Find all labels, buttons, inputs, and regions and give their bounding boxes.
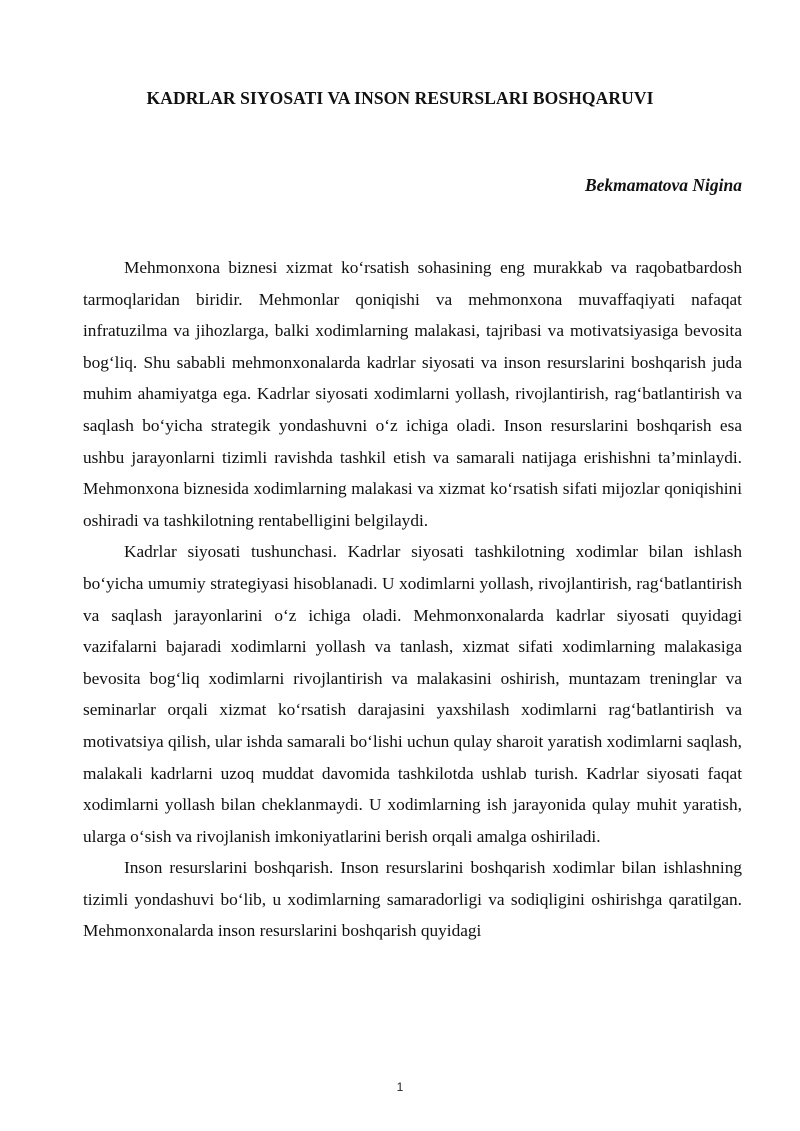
document-body — [83, 252, 742, 947]
page-number: 1 — [396, 1080, 404, 1094]
document-title: KADRLAR SIYOSATI VA INSON RESURSLARI BOSHQARUVI — [146, 88, 654, 108]
paragraph-human-resources: Inson resurslarini boshqarish. Inson resurslarini boshqarish xodimlar bilan ishlashning tizimli yondashuvi bo‘lib, u xodimlarning samaradorligi va sodiqligini oshirishga qaratilgan. Mehmonxonalarda inson resurslarini boshqarish quyidagi — [83, 858, 742, 941]
author-name: Bekmamatova Nigina — [584, 175, 742, 195]
paragraph-personnel-policy: Kadrlar siyosati tushunchasi. Kadrlar siyosati tashkilotning xodimlar bilan ishlash bo‘yicha umumiy strategiyasi hisoblanadi. U xodimlarni yollash, rivojlantirish, rag‘batlantirish va saqlash jarayonlarini o‘z ichiga oladi. Mehmonxonalarda kadrlar siyosati quyidagi vazifalarni bajaradi xodimlarni yollash va tanlash, xizmat sifati xodimlarning malakasiga bevosita bog‘liq xodimlarni rivojlantirish va malakasini oshirish, muntazam treninglar va seminarlar orqali xizmat ko‘rsatish darajasini yaxshilash xodimlarni rag‘batlantirish va motivatsiya qilish, ular ishda samarali bo‘lishi uchun qulay sharoit yaratish xodimlarni saqlash, malakali kadrlarni uzoq muddat davomida tashkilotda ushlab turish. Kadrlar siyosati faqat xodimlarni yollash bilan cheklanmaydi. U xodimlarning ish jarayonida qulay muhit yaratish, ularga o‘sish va rivojlanish imkoniyatlarini berish orqali amalga oshiriladi. — [83, 542, 742, 846]
paragraph-intro: Mehmonxona biznesi xizmat ko‘rsatish sohasining eng murakkab va raqobatbardosh tarmoqlaridan biridir. Mehmonlar qoniqishi va mehmonxona muvaffaqiyati nafaqat infratuzilma va jihozlarga, balki xodimlarning malakasi, tajribasi va motivatsiyasiga bevosita bog‘liq. Shu sababli mehmonxonalarda kadrlar siyosati va inson resurslarini boshqarish juda muhim ahamiyatga ega. Kadrlar siyosati xodimlarni yollash, rivojlantirish, rag‘batlantirish va saqlash bo‘yicha strategik yondashuvni o‘z ichiga oladi. Inson resurslarini boshqarish esa ushbu jarayonlarni tizimli ravishda tashkil etish va samarali natijaga erishishni ta’minlaydi. Mehmonxona biznesida xodimlarning malakasi va xizmat ko‘rsatish sifati mijozlar qoniqishini oshiradi va tashkilotning rentabelligini belgilaydi. — [83, 258, 742, 530]
